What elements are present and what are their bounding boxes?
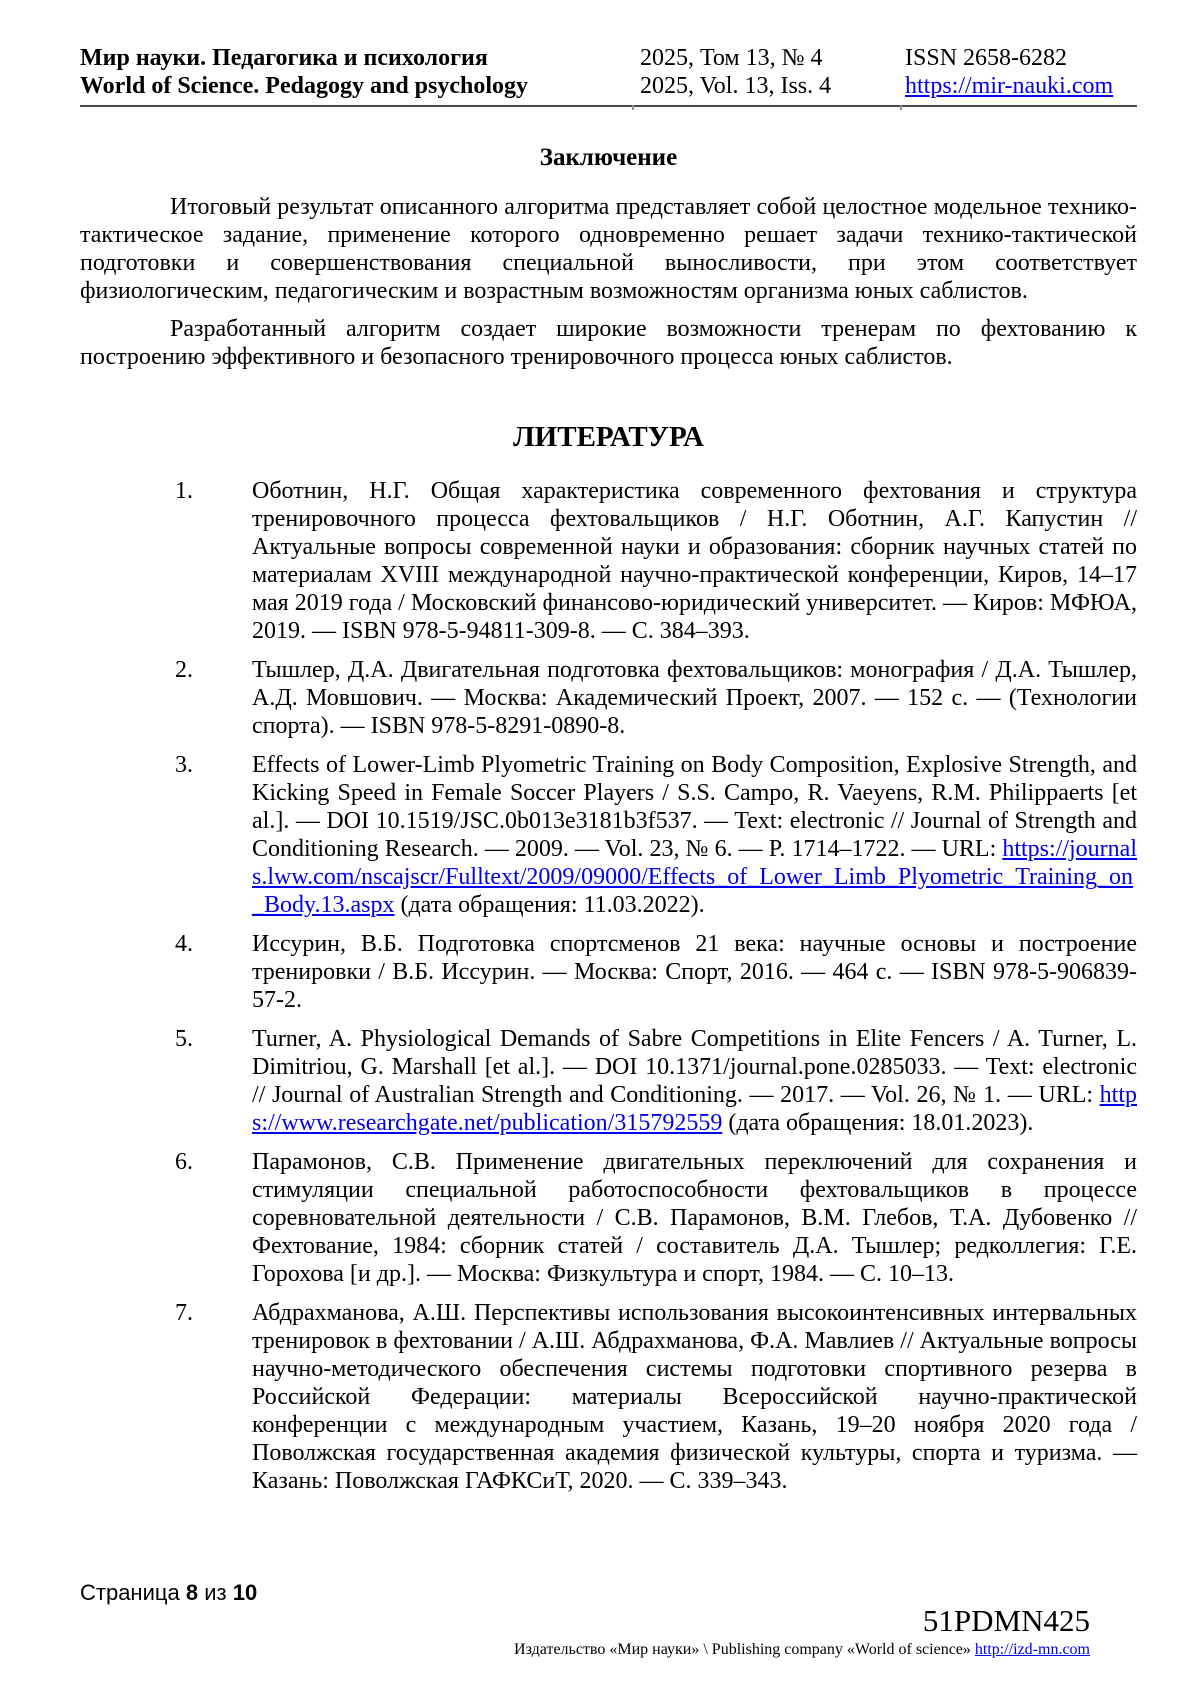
conclusion-paragraph: Итоговый результат описанного алгоритма представляет собой целостное модельное технико-тактическое задание, применение которого одновременно решает задачи технико-тактической подготовки и совершенствования специальной выносливости, при этом соответствует физиологическим, педагогическим и возрастным возможностям организма юных саблистов. [80, 194, 1137, 304]
page-total: 10 [232, 1580, 258, 1605]
reference-number: 3. [175, 752, 193, 778]
journal-site-link[interactable]: https://mir-nauki.com [905, 73, 1114, 99]
reference-number: 6. [175, 1149, 193, 1175]
reference-item [80, 751, 1137, 919]
conclusion-paragraph: Разработанный алгоритм создает широкие возможности тренерам по фехтованию к построению эффективного и безопасного тренировочного процесса юных саблистов. [80, 316, 1137, 370]
publisher-line [514, 1640, 1090, 1660]
journal-title-en: World of Science. Pedagogy and psychology [80, 73, 529, 99]
reference-number: 1. [175, 478, 193, 504]
reference-item [80, 477, 1137, 645]
reference-text: Тышлер, Д.А. Двигательная подготовка фехтовальщиков: монография / Д.А. Тышлер, А.Д. Мовшович. — Москва: Академический Проект, 2007. — 152 с. — (Технологии спорта). — ISBN 978-5-8291-0890-8. [252, 657, 1137, 739]
journal-header [80, 44, 1137, 107]
conclusion-section [80, 193, 1137, 371]
reference-number: 2. [175, 657, 193, 683]
reference-item [80, 1148, 1137, 1288]
reference-item [80, 1299, 1137, 1495]
page-current: 8 [185, 1580, 199, 1605]
reference-text: Effects of Lower-Limb Plyometric Training on Body Composition, Explosive Strength, and Kicking Speed in Female Soccer Players / S.S. Campo, R. Vaeyens, R.M. Philippaerts [et al.]. — DOI 10.1519/JSC.0b013e3181b3f537. — Text: electronic // Journal of Strength and Conditioning Research. — 2009. — Vol. 23, № 6. — P. 1714–1722. — URL: https://journals.lww.com/nscajscr/Fulltext/2009/09000/Effects_of_Lower_Limb_Plyometric_Training_on_Body.13.aspx (дата обращения: 11.03.2022). [252, 752, 1137, 918]
issn-block [905, 44, 1137, 100]
page-number [80, 1580, 257, 1606]
reference-item [80, 930, 1137, 1014]
reference-text: Turner, A. Physiological Demands of Sabre Competitions in Elite Fencers / A. Turner, L. Dimitriou, G. Marshall [et al.]. — DOI 10.1371/journal.pone.0285033. — Text: electronic // Journal of Australian Strength and Conditioning. — 2017. — Vol. 26, № 1. — URL: https://www.researchgate.net/publication/315792559 (дата обращения: 18.01.2023). [252, 1026, 1137, 1136]
reference-number: 5. [175, 1026, 193, 1052]
reference-text: Абдрахманова, А.Ш. Перспективы использования высокоинтенсивных интервальных тренировок в фехтовании / А.Ш. Абдрахманова, Ф.А. Мавлиев // Актуальные вопросы научно-методического обеспечения системы подготовки спортивного резерва в Российской Федерации: материалы Всероссийской научно-практической конференции с международным участием, Казань, 19–20 ноября 2020 года / Поволжская государственная академия физической культуры, спорта и туризма. — Казань: Поволжская ГАФКСиТ, 2020. — С. 339–343. [252, 1300, 1137, 1494]
reference-link[interactable]: https://journals.lww.com/nscajscr/Fulltext/2009/09000/Effects_of_Lower_Limb_Plyometric_Training_on_Body.13.aspx [252, 836, 1137, 918]
issue-en: 2025, Vol. 13, Iss. 4 [640, 73, 832, 99]
issue-ru: 2025, Том 13, № 4 [640, 45, 823, 71]
reference-text: Оботнин, Н.Г. Общая характеристика современного фехтования и структура тренировочного процесса фехтовальщиков / Н.Г. Оботнин, А.Г. Капустин // Актуальные вопросы современной науки и образования: сборник научных статей по материалам XVIII международной научно-практической конференции, Киров, 14–17 мая 2019 года / Московский финансово-юридический университет. — Киров: МФЮА, 2019. — ISBN 978-5-94811-309-8. — С. 384–393. [252, 478, 1137, 644]
reference-text: Парамонов, С.В. Применение двигательных переключений для сохранения и стимуляции специальной работоспособности фехтовальщиков в процессе соревновательной деятельности / С.В. Парамонов, В.М. Глебов, Т.А. Дубовенко // Фехтование, 1984: сборник статей / составитель Д.А. Тышлер; редколлегия: Г.Е. Горохова [и др.]. — Москва: Физкультура и спорт, 1984. — С. 10–13. [252, 1149, 1137, 1287]
issn-number: ISSN 2658-6282 [905, 45, 1068, 71]
reference-item [80, 1025, 1137, 1137]
references-list [80, 477, 1137, 1495]
journal-titles [80, 44, 640, 100]
publisher-text: Издательство «Мир науки» \ Publishing company «World of science» [514, 1641, 971, 1658]
of-word: из [204, 1580, 227, 1605]
page-word: Страница [80, 1580, 180, 1605]
conclusion-heading: Заключение [539, 144, 678, 171]
issue-info [640, 44, 905, 100]
reference-number: 7. [175, 1300, 193, 1326]
journal-title-ru: Мир науки. Педагогика и психология [80, 45, 488, 71]
publisher-site-link[interactable]: http://izd-mn.com [974, 1641, 1090, 1658]
reference-link[interactable]: https://www.researchgate.net/publication/315792559 [252, 1082, 1137, 1136]
document-id: 51PDMN425 [922, 1603, 1090, 1638]
reference-number: 4. [175, 931, 193, 957]
header-column-divider [900, 105, 902, 110]
reference-text: Иссурин, В.Б. Подготовка спортсменов 21 века: научные основы и построение тренировки / В.Б. Иссурин. — Москва: Спорт, 2016. — 464 с. — ISBN 978-5-906839-57-2. [252, 931, 1137, 1013]
reference-item [80, 656, 1137, 740]
references-heading: ЛИТЕРАТУРА [513, 421, 704, 453]
header-column-divider [632, 105, 634, 110]
